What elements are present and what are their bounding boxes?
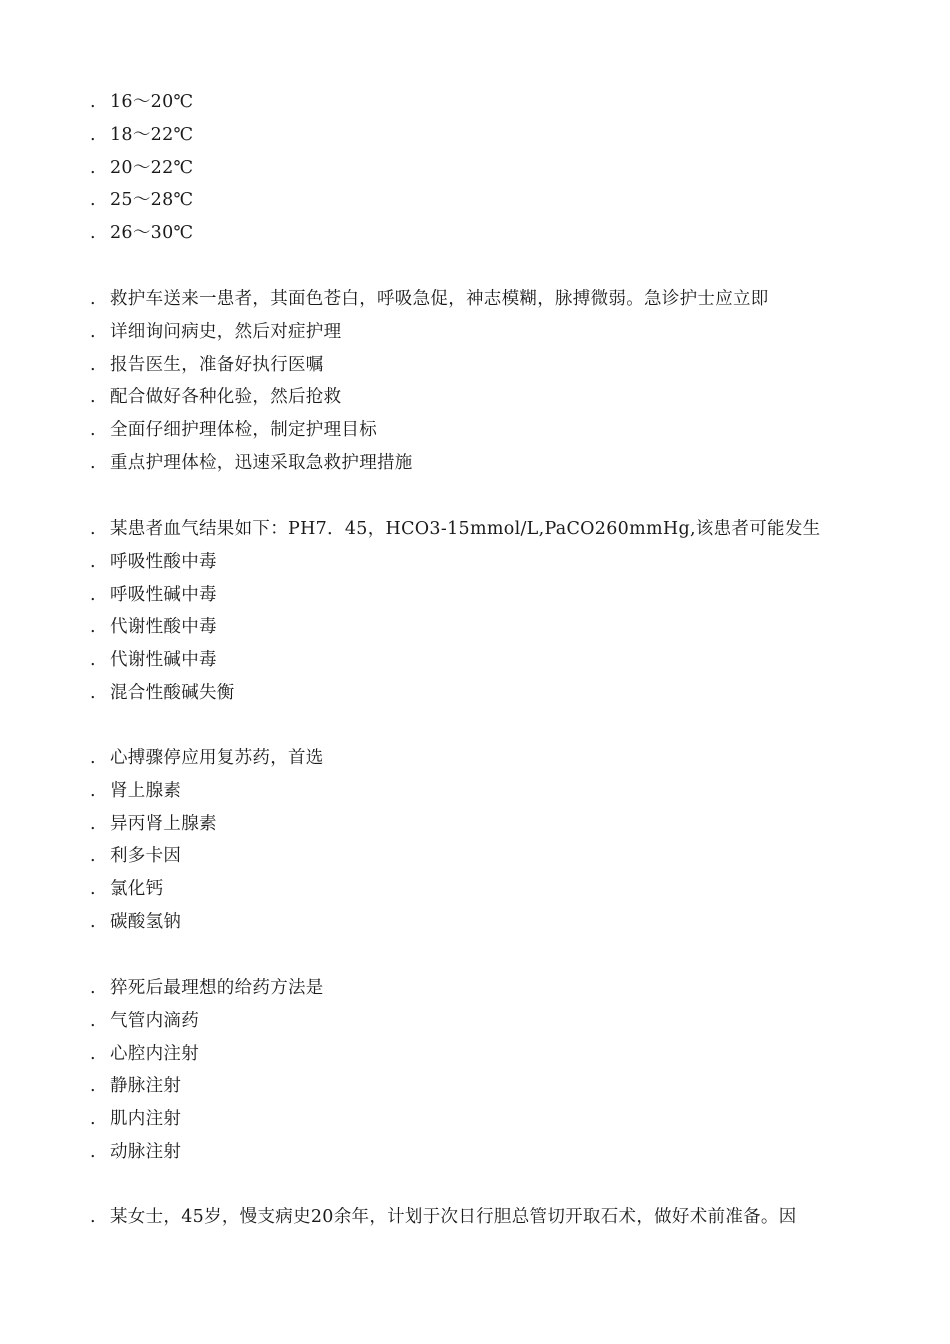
option-line bbox=[90, 184, 890, 217]
bullet-dot: . bbox=[90, 1076, 96, 1097]
option-text: 全面仔细护理体检，制定护理目标 bbox=[110, 420, 377, 441]
option-text: 代谢性酸中毒 bbox=[110, 617, 217, 638]
option-line bbox=[90, 1005, 890, 1038]
bullet-dot: . bbox=[90, 846, 96, 867]
question-block-emergency bbox=[90, 283, 890, 480]
option-text: 20～22℃ bbox=[110, 157, 194, 178]
option-line bbox=[90, 1038, 890, 1071]
bullet-dot: . bbox=[90, 911, 96, 932]
question-line bbox=[90, 1201, 890, 1234]
option-line bbox=[90, 644, 890, 677]
option-text: 18～22℃ bbox=[110, 124, 194, 145]
bullet-dot: . bbox=[90, 551, 96, 572]
bullet-dot: . bbox=[90, 879, 96, 900]
bullet-dot: . bbox=[90, 157, 96, 178]
question-line bbox=[90, 283, 890, 316]
option-text: 异丙肾上腺素 bbox=[110, 813, 217, 834]
option-line bbox=[90, 840, 890, 873]
question-block-drug-route bbox=[90, 972, 890, 1169]
option-text: 氯化钙 bbox=[110, 879, 164, 900]
option-line bbox=[90, 677, 890, 710]
option-text: 代谢性碱中毒 bbox=[110, 650, 217, 671]
bullet-dot: . bbox=[90, 420, 96, 441]
bullet-dot: . bbox=[90, 387, 96, 408]
option-line bbox=[90, 86, 890, 119]
bullet-dot: . bbox=[90, 519, 96, 539]
option-text: 肾上腺素 bbox=[110, 780, 182, 801]
option-line bbox=[90, 579, 890, 612]
option-line bbox=[90, 447, 890, 480]
bullet-dot: . bbox=[90, 1207, 96, 1227]
bullet-dot: . bbox=[90, 124, 96, 145]
option-line bbox=[90, 775, 890, 808]
option-line bbox=[90, 808, 890, 841]
option-line bbox=[90, 546, 890, 579]
bullet-dot: . bbox=[90, 617, 96, 638]
bullet-dot: . bbox=[90, 813, 96, 834]
option-line bbox=[90, 381, 890, 414]
question-text: 猝死后最理想的给药方法是 bbox=[110, 978, 324, 998]
option-text: 重点护理体检，迅速采取急救护理措施 bbox=[110, 452, 413, 473]
bullet-dot: . bbox=[90, 650, 96, 671]
bullet-dot: . bbox=[90, 321, 96, 342]
option-text: 详细询问病史，然后对症护理 bbox=[110, 321, 342, 342]
option-text: 配合做好各种化验，然后抢救 bbox=[110, 387, 342, 408]
question-text: 某女士，45岁，慢支病史20余年，计划于次日行胆总管切开取石术，做好术前准备。因 bbox=[110, 1207, 797, 1227]
question-line bbox=[90, 513, 890, 546]
bullet-dot: . bbox=[90, 1043, 96, 1064]
option-line bbox=[90, 217, 890, 250]
question-text: 救护车送来一患者，其面色苍白，呼吸急促，神志模糊，脉搏微弱。急诊护士应立即 bbox=[110, 289, 769, 309]
bullet-dot: . bbox=[90, 354, 96, 375]
question-text: 某患者血气结果如下：PH7．45，HCO3-15mmol/L,PaCO260mmHg,该患者可能发生 bbox=[110, 519, 821, 539]
option-line bbox=[90, 1070, 890, 1103]
bullet-dot: . bbox=[90, 289, 96, 309]
option-line bbox=[90, 1103, 890, 1136]
question-block-surgery bbox=[90, 1201, 890, 1234]
question-block-blood-gas bbox=[90, 513, 890, 710]
option-line bbox=[90, 152, 890, 185]
bullet-dot: . bbox=[90, 92, 96, 112]
bullet-dot: . bbox=[90, 1109, 96, 1130]
option-text: 混合性酸碱失衡 bbox=[110, 682, 235, 703]
option-text: 报告医生，准备好执行医嘱 bbox=[110, 354, 324, 375]
bullet-dot: . bbox=[90, 978, 96, 998]
option-text: 静脉注射 bbox=[110, 1076, 182, 1097]
option-text: 呼吸性酸中毒 bbox=[110, 551, 217, 572]
bullet-dot: . bbox=[90, 1010, 96, 1031]
option-text: 呼吸性碱中毒 bbox=[110, 584, 217, 605]
option-line bbox=[90, 414, 890, 447]
option-text: 肌内注射 bbox=[110, 1109, 182, 1130]
option-text: 心腔内注射 bbox=[110, 1043, 199, 1064]
bullet-dot: . bbox=[90, 223, 96, 244]
options-block-temperature bbox=[90, 86, 890, 250]
option-text: 利多卡因 bbox=[110, 846, 182, 867]
bullet-dot: . bbox=[90, 584, 96, 605]
bullet-dot: . bbox=[90, 452, 96, 473]
bullet-dot: . bbox=[90, 780, 96, 801]
bullet-dot: . bbox=[90, 682, 96, 703]
option-text: 动脉注射 bbox=[110, 1141, 182, 1162]
bullet-dot: . bbox=[90, 1141, 96, 1162]
option-line bbox=[90, 873, 890, 906]
option-line bbox=[90, 1136, 890, 1169]
question-block-resuscitation bbox=[90, 742, 890, 939]
option-text: 26～30℃ bbox=[110, 223, 194, 244]
question-text: 心搏骤停应用复苏药，首选 bbox=[110, 748, 324, 768]
option-line bbox=[90, 316, 890, 349]
bullet-dot: . bbox=[90, 748, 96, 768]
bullet-dot: . bbox=[90, 190, 96, 211]
option-line bbox=[90, 906, 890, 939]
option-line bbox=[90, 349, 890, 382]
option-text: 25～28℃ bbox=[110, 190, 194, 211]
question-line bbox=[90, 972, 890, 1005]
option-text: 碳酸氢钠 bbox=[110, 911, 182, 932]
option-line bbox=[90, 611, 890, 644]
question-line bbox=[90, 742, 890, 775]
option-text: 气管内滴药 bbox=[110, 1010, 199, 1031]
option-text: 16～20℃ bbox=[110, 92, 194, 112]
option-line bbox=[90, 119, 890, 152]
